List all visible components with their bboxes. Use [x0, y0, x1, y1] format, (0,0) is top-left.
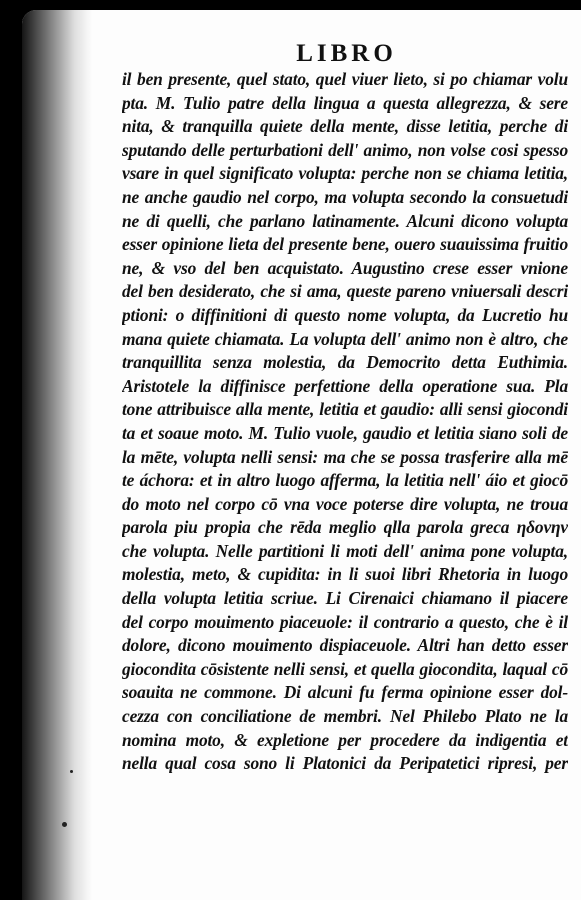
text-line: do moto nel corpo cō vna voce poterse dire volupta, ne troua: [122, 493, 568, 514]
text-line: parola piu propia che rēda meglio qlla parola greca ηδονην: [122, 517, 568, 538]
text-line: che volupta. Nelle partitioni li moti dell' anima pone volupta,: [122, 540, 568, 561]
text-line: pta. M. Tulio patre della lingua a questa allegrezza, & sere: [122, 92, 568, 113]
text-line: cezza con conciliatione de membri. Nel Philebo Plato ne la: [122, 706, 568, 727]
text-line: dolore, dicono mouimento dispiaceuole. Altri han detto esser: [122, 635, 568, 656]
text-line: la mēte, volupta nelli sensi: ma che se possa trasferire alla mē: [122, 446, 568, 467]
text-line: ne, & vso del ben acquistato. Augustino crese esser vnione: [122, 257, 568, 278]
running-head: LIBRO: [296, 40, 397, 67]
text-line: soauita ne commone. Di alcuni fu ferma opinione esser dol-: [122, 682, 568, 703]
text-line: giocondita cōsistente nelli sensi, et quella giocondita, laqual cō: [122, 658, 568, 679]
text-line: te áchora: et in altro luogo afferma, la letitia nell' áio et giocō: [122, 470, 568, 491]
text-line: tone attribuisce alla mente, letitia et gaudio: alli sensi giocondi: [122, 399, 568, 420]
text-line: ne di quelli, che parlano latinamente. Alcuni dicono volupta: [122, 210, 568, 231]
text-line: nomina moto, & expletione per procedere da indigentia et: [122, 729, 568, 750]
text-line: il ben presente, quel stato, quel viuer lieto, si po chiamar volu: [122, 69, 568, 89]
text-line: ne anche gaudio nel corpo, ma volupta secondo la consuetudi: [122, 186, 568, 207]
text-line: ta et soaue moto. M. Tulio vuole, gaudio et letitia siano soli de: [122, 422, 568, 443]
ink-speck: [70, 770, 73, 773]
text-line: della volupta letitia scriue. Li Cirenaici chiamano il piacere: [122, 588, 568, 609]
book-page: [22, 10, 581, 900]
text-line: mana quiete chiamata. La volupta dell' animo non è altro, che: [122, 328, 568, 349]
text-line: ptioni: o diffinitioni di questo nome volupta, da Lucretio hu: [122, 304, 568, 325]
text-line: molestia, meto, & cupidita: in li suoi libri Rhetoria in luogo: [122, 564, 568, 585]
body-text: [122, 68, 568, 776]
text-line: nita, & tranquilla quiete della mente, disse letitia, perche di: [122, 116, 568, 137]
text-line: del ben desiderato, che si ama, queste pareno vniuersali descri: [122, 281, 568, 302]
text-line: vsare in quel significato volupta: perche non se chiama letitia,: [122, 163, 568, 184]
text-line: del corpo mouimento piaceuole: il contrario a questo, che è il: [122, 611, 568, 632]
text-line: Aristotele la diffinisce perfettione della operatione sua. Pla: [122, 375, 568, 396]
text-line: nella qual cosa sono li Platonici da Peripatetici ripresi, per: [122, 753, 568, 774]
text-line: esser opinione lieta del presente bene, ouero suauissima fruitio: [122, 234, 568, 255]
gutter-shadow: [22, 10, 92, 900]
text-line: sputando delle perturbationi dell' animo, non volse cosi spesso: [122, 139, 568, 160]
text-line: tranquillita senza molestia, da Democrito detta Euthimia.: [122, 352, 568, 373]
ink-speck: [62, 822, 67, 827]
